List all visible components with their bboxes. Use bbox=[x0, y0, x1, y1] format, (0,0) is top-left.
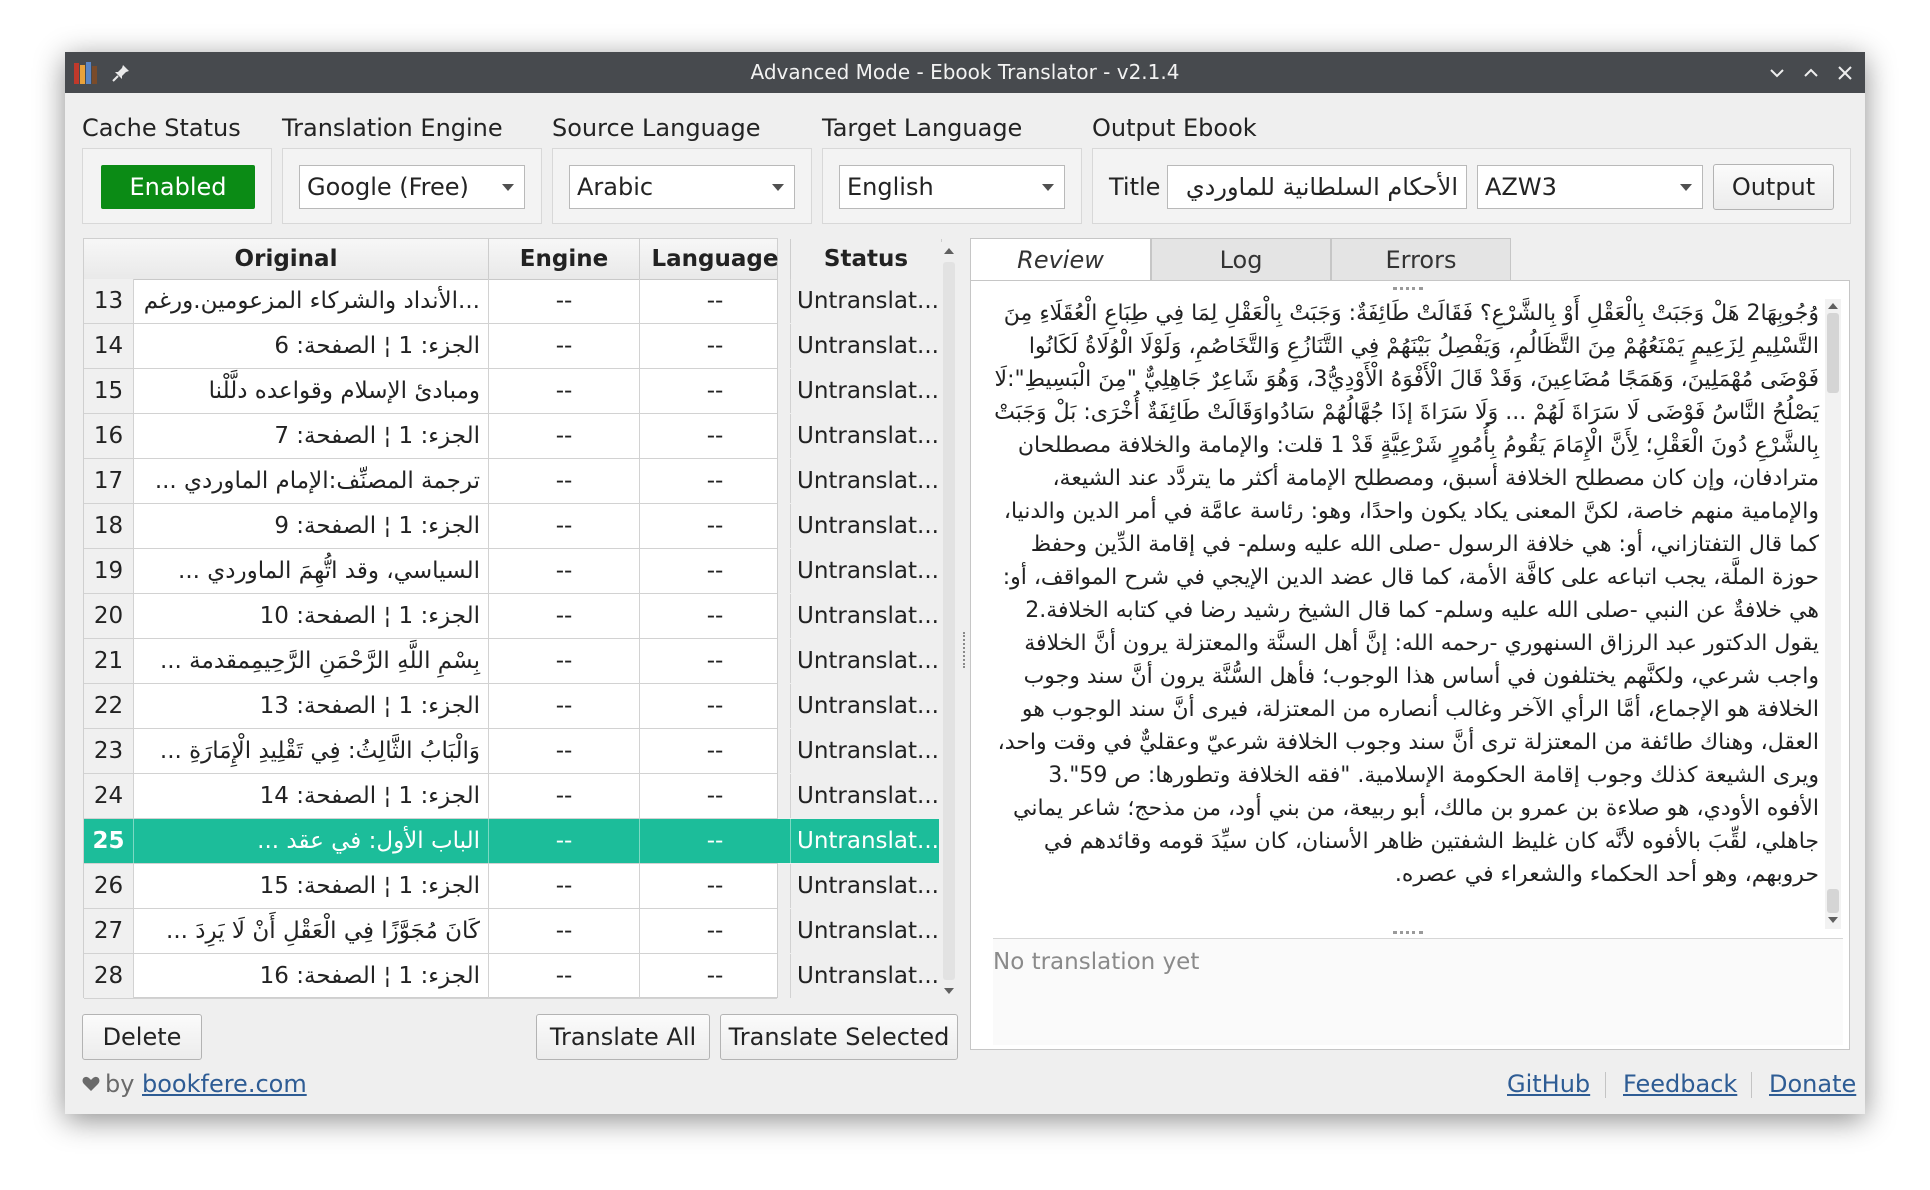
output-format-value: AZW3 bbox=[1485, 173, 1557, 201]
row-number: 21 bbox=[84, 639, 134, 683]
original-cell: الجزء: 1 ¦ الصفحة: 10 bbox=[134, 594, 489, 638]
status-cell: Untranslat... bbox=[791, 279, 942, 323]
row-number: 28 bbox=[84, 954, 134, 998]
minimize-icon[interactable] bbox=[1765, 61, 1789, 85]
source-language-label: Source Language bbox=[552, 114, 761, 142]
cache-enabled-button[interactable]: Enabled bbox=[101, 165, 255, 209]
language-cell: -- bbox=[640, 594, 791, 638]
output-format-select[interactable] bbox=[1477, 165, 1703, 209]
scroll-up-icon[interactable] bbox=[1827, 301, 1839, 311]
window-title: Advanced Mode - Ebook Translator - v2.1.4 bbox=[750, 60, 1180, 84]
status-cell: Untranslat... bbox=[791, 324, 942, 368]
language-cell: -- bbox=[640, 279, 791, 323]
tab-log[interactable]: Log bbox=[1151, 238, 1331, 280]
original-cell: الجزء: 1 ¦ الصفحة: 7 bbox=[134, 414, 489, 458]
language-cell: -- bbox=[640, 819, 791, 863]
table-row[interactable] bbox=[84, 639, 939, 684]
row-number: 19 bbox=[84, 549, 134, 593]
row-number: 24 bbox=[84, 774, 134, 818]
footer-separator bbox=[1751, 1072, 1752, 1098]
review-scrollbar[interactable] bbox=[1825, 299, 1841, 929]
engine-cell: -- bbox=[489, 819, 640, 863]
source-language-select[interactable] bbox=[569, 165, 795, 209]
header-language[interactable]: Language bbox=[640, 239, 791, 279]
engine-cell: -- bbox=[489, 864, 640, 908]
footer-by-text: by bbox=[105, 1070, 135, 1098]
row-number: 25 bbox=[84, 819, 134, 863]
translate-all-button[interactable]: Translate All bbox=[536, 1014, 710, 1060]
engine-cell: -- bbox=[489, 279, 640, 323]
status-cell: Untranslat... bbox=[791, 864, 942, 908]
row-number: 14 bbox=[84, 324, 134, 368]
row-number: 16 bbox=[84, 414, 134, 458]
feedback-link[interactable]: Feedback bbox=[1623, 1070, 1738, 1098]
review-pane bbox=[970, 280, 1850, 1050]
table-row[interactable] bbox=[84, 459, 939, 504]
table-scrollbar[interactable] bbox=[939, 242, 959, 1000]
language-cell: -- bbox=[640, 864, 791, 908]
chevron-down-icon bbox=[1042, 184, 1054, 191]
scroll-down-icon[interactable] bbox=[1827, 915, 1839, 925]
splitter-handle[interactable] bbox=[963, 632, 969, 668]
engine-cell: -- bbox=[489, 639, 640, 683]
app-window bbox=[65, 52, 1865, 1114]
engine-cell: -- bbox=[489, 909, 640, 953]
translation-box[interactable] bbox=[993, 938, 1843, 1045]
chevron-down-icon bbox=[772, 184, 784, 191]
original-cell: الجزء: 1 ¦ الصفحة: 15 bbox=[134, 864, 489, 908]
language-cell: -- bbox=[640, 504, 791, 548]
title-bar bbox=[65, 52, 1865, 93]
output-title-label: Title bbox=[1109, 173, 1161, 201]
review-scroll-thumb-bottom[interactable] bbox=[1827, 889, 1839, 913]
scroll-down-icon[interactable] bbox=[943, 986, 955, 996]
table-row[interactable] bbox=[84, 684, 939, 729]
status-cell: Untranslat... bbox=[791, 459, 942, 503]
language-cell: -- bbox=[640, 774, 791, 818]
status-cell: Untranslat... bbox=[791, 954, 942, 998]
original-cell: الجزء: 1 ¦ الصفحة: 13 bbox=[134, 684, 489, 728]
tab-errors[interactable]: Errors bbox=[1331, 238, 1511, 280]
donate-link[interactable]: Donate bbox=[1769, 1070, 1857, 1098]
table-row[interactable] bbox=[84, 279, 939, 324]
row-number: 18 bbox=[84, 504, 134, 548]
table-header bbox=[84, 239, 909, 280]
maximize-icon[interactable] bbox=[1799, 61, 1823, 85]
engine-cell: -- bbox=[489, 774, 640, 818]
tab-review[interactable]: Review bbox=[970, 238, 1151, 282]
language-cell: -- bbox=[640, 459, 791, 503]
header-status[interactable]: Status bbox=[791, 239, 942, 279]
table-row[interactable] bbox=[84, 864, 939, 909]
row-number: 23 bbox=[84, 729, 134, 773]
original-cell: ...الأنداد والشركاء المزعومين.ورغم bbox=[134, 279, 489, 323]
row-number: 22 bbox=[84, 684, 134, 728]
original-cell: بِسْمِ اللَّهِ الرَّحْمَنِ الرَّحِيمِمقدمة ... bbox=[134, 639, 489, 683]
output-title-input[interactable]: الأحكام السلطانية للماوردي bbox=[1167, 165, 1467, 209]
close-icon[interactable] bbox=[1833, 61, 1857, 85]
original-cell: الباب الأول: في عقد ... bbox=[134, 819, 489, 863]
review-scroll-thumb[interactable] bbox=[1827, 313, 1839, 393]
status-cell: Untranslat... bbox=[791, 414, 942, 458]
original-cell: ترجمة المصنِّف:الإمام الماوردي ... bbox=[134, 459, 489, 503]
translation-engine-select[interactable] bbox=[299, 165, 525, 209]
row-number: 27 bbox=[84, 909, 134, 953]
heart-icon bbox=[82, 1076, 100, 1092]
engine-cell: -- bbox=[489, 414, 640, 458]
table-row[interactable] bbox=[84, 954, 939, 999]
table-row[interactable] bbox=[84, 369, 939, 414]
table-row[interactable] bbox=[84, 729, 939, 774]
language-cell: -- bbox=[640, 324, 791, 368]
cache-status-label: Cache Status bbox=[82, 114, 241, 142]
original-cell: الجزء: 1 ¦ الصفحة: 6 bbox=[134, 324, 489, 368]
engine-cell: -- bbox=[489, 459, 640, 503]
paragraph-table bbox=[83, 238, 939, 998]
original-cell: الجزء: 1 ¦ الصفحة: 9 bbox=[134, 504, 489, 548]
engine-cell: -- bbox=[489, 729, 640, 773]
engine-cell: -- bbox=[489, 594, 640, 638]
chevron-down-icon bbox=[1680, 184, 1692, 191]
target-language-value: English bbox=[847, 173, 934, 201]
header-engine[interactable]: Engine bbox=[489, 239, 640, 279]
review-splitter-top[interactable] bbox=[1393, 287, 1423, 294]
original-cell: كَانَ مُجَوَّزًا فِي الْعَقْلِ أَنْ لَا يَرِدَ ... bbox=[134, 909, 489, 953]
status-cell: Untranslat... bbox=[791, 909, 942, 953]
row-number: 20 bbox=[84, 594, 134, 638]
language-cell: -- bbox=[640, 954, 791, 998]
header-original[interactable]: Original bbox=[84, 239, 489, 279]
status-cell: Untranslat... bbox=[791, 819, 942, 863]
language-cell: -- bbox=[640, 729, 791, 773]
status-cell: Untranslat... bbox=[791, 684, 942, 728]
bookfere-link[interactable]: bookfere.com bbox=[142, 1070, 307, 1098]
original-cell: السياسي، وقد اتُّهِمَ الماوردي ... bbox=[134, 549, 489, 593]
language-cell: -- bbox=[640, 549, 791, 593]
source-language-value: Arabic bbox=[577, 173, 654, 201]
github-link[interactable]: GitHub bbox=[1507, 1070, 1591, 1098]
table-row[interactable] bbox=[84, 909, 939, 954]
original-cell: الجزء: 1 ¦ الصفحة: 14 bbox=[134, 774, 489, 818]
engine-cell: -- bbox=[489, 954, 640, 998]
row-number: 15 bbox=[84, 369, 134, 413]
translation-engine-label: Translation Engine bbox=[282, 114, 503, 142]
table-row[interactable] bbox=[84, 549, 939, 594]
delete-button[interactable]: Delete bbox=[82, 1014, 202, 1060]
output-button[interactable]: Output bbox=[1713, 164, 1834, 210]
original-cell: الجزء: 1 ¦ الصفحة: 16 bbox=[134, 954, 489, 998]
original-cell: ومبادئ الإسلام وقواعده دلَّلْنا bbox=[134, 369, 489, 413]
language-cell: -- bbox=[640, 414, 791, 458]
row-number: 17 bbox=[84, 459, 134, 503]
language-cell: -- bbox=[640, 684, 791, 728]
status-cell: Untranslat... bbox=[791, 504, 942, 548]
engine-cell: -- bbox=[489, 369, 640, 413]
table-scroll-track[interactable] bbox=[943, 262, 955, 980]
row-number: 26 bbox=[84, 864, 134, 908]
language-cell: -- bbox=[640, 909, 791, 953]
status-cell: Untranslat... bbox=[791, 594, 942, 638]
engine-cell: -- bbox=[489, 684, 640, 728]
language-cell: -- bbox=[640, 369, 791, 413]
target-language-label: Target Language bbox=[822, 114, 1023, 142]
table-row[interactable] bbox=[84, 324, 939, 369]
row-number: 13 bbox=[84, 279, 134, 323]
table-row[interactable] bbox=[84, 504, 939, 549]
engine-cell: -- bbox=[489, 504, 640, 548]
original-text[interactable]: وُجُوبِهَا2 هَلْ وَجَبَتْ بِالْعَقْلِ أَوْ بِالشَّرْعِ؟ فَقَالَتْ طَائِفَةٌ: وَجَبَتْ بِالْعَقْلِ لِمَا فِي طِبَاعِ الْعُقَلَاءِ مِنَ التَّسْلِيمِ لِزَعِيمٍ يَمْنَعُهُمْ مِنَ التَّظَالُمِ، وَيَفْصِلُ بَيْنَهُمْ فِي التَّنَازُعِ وَالتَّخَاصُمِ، وَلَوْلَا الْوُلَاةُ لَكَانُوا فَوْضَى مُهْمَلِينَ، وَهَمَجًا مُضَاعِينَ، وَقَدْ قَالَ الْأَفْوَهُ الْأَوْدِيُّ3، وَهُوَ شَاعِرٌ جَاهِلِيٌّ "مِنَ الْبَسِيطِ":لَا يَصْلُحُ النَّاسُ فَوْضَى لَا سَرَاةَ لَهُمْ ... وَلَا سَرَاةَ إذَا جُهَّالُهُمْ سَادُواوَقَالَتْ طَائِفَةٌ أُخْرَى: بَلْ وَجَبَتْ بِالشَّرْعِ دُونَ الْعَقْلِ؛ لِأَنَّ الْإِمَامَ يَقُومُ بِأُمُورٍ شَرْعِيَّةٍ قَدْ 1 قلت: والإمامة والخلافة مصطلحان مترادفان، وإن كان مصطلح الخلافة أسبق، ومصطلح الإمامة أكثر ما يتردَّد عند الشيعة، والإمامية منهم خاصة، لكنَّ المعنى يكاد يكون واحدًا، وهو: رئاسة عامَّة في أمر الدين والدنيا، كما قال التفتازاني، أو: هي خلافة الرسول -صلى الله عليه وسلم- في إقامة الدِّين وحفظ حوزة الملَّة، يجب اتباعه على كافَّة الأمة، كما قال عضد الدين الإيجي في شرح المواقف، أو: هي خلافةٌ عن النبي -صلى الله عليه وسلم- كما قال الشيخ رشيد رضا في كتابه الخلافة.2 يقول الدكتور عبد الرزاق السنهوري -رحمه الله: إنَّ أهل السنَّة والمعتزلة يرون أنَّ الخلافة واجب شرعي، ولكنَّهم يختلفون في أساس هذا الوجوب؛ فأهل السُّنَّة يرون أنَّ سند وجوب الخلافة هو الإجماع، أمَّا الرأي الآخر وغالب أنصاره من المعتزلة، فيرى أنَّ سند الوجوب هو العقل، وهناك طائفة من المعتزلة ترى أنَّ سند وجوب الخلافة شرعيّ وعقليٌّ في وقت واحد، ويرى الشيعة كذلك وجوب إقامة الحكومة الإسلامية. "فقه الخلافة وتطورها: ص 59".3 الأفوه الأودي، هو صلاءة بن عمرو بن مالك، أبو ربيعة، من بني أود، من مذحج؛ شاعر يماني جاهلي، لقِّبَ بالأفوه لأنَّه كان غليظ الشفتين ظاهر الأسنان، كان سيِّدَ قومه وقائدهم في حروبهم، وهو أحد الحكماء والشعراء في عصره. bbox=[994, 301, 1819, 887]
original-cell: وَالْبَابُ الثَّالِثُ: فِي تَقْلِيدِ الْإِمَارَةِ ... bbox=[134, 729, 489, 773]
status-cell: Untranslat... bbox=[791, 639, 942, 683]
translate-selected-button[interactable]: Translate Selected bbox=[720, 1014, 958, 1060]
table-row[interactable] bbox=[84, 414, 939, 459]
table-row[interactable] bbox=[84, 819, 939, 864]
status-cell: Untranslat... bbox=[791, 369, 942, 413]
target-language-select[interactable] bbox=[839, 165, 1065, 209]
chevron-down-icon bbox=[502, 184, 514, 191]
status-cell: Untranslat... bbox=[791, 729, 942, 773]
language-cell: -- bbox=[640, 639, 791, 683]
status-cell: Untranslat... bbox=[791, 549, 942, 593]
table-row[interactable] bbox=[84, 594, 939, 639]
footer-separator bbox=[1605, 1072, 1606, 1098]
review-splitter-bottom[interactable] bbox=[1393, 931, 1423, 938]
engine-cell: -- bbox=[489, 549, 640, 593]
translation-engine-value: Google (Free) bbox=[307, 173, 469, 201]
status-cell: Untranslat... bbox=[791, 774, 942, 818]
scroll-up-icon[interactable] bbox=[943, 246, 955, 256]
table-row[interactable] bbox=[84, 774, 939, 819]
output-ebook-label: Output Ebook bbox=[1092, 114, 1257, 142]
translation-placeholder: No translation yet bbox=[993, 949, 1200, 975]
engine-cell: -- bbox=[489, 324, 640, 368]
